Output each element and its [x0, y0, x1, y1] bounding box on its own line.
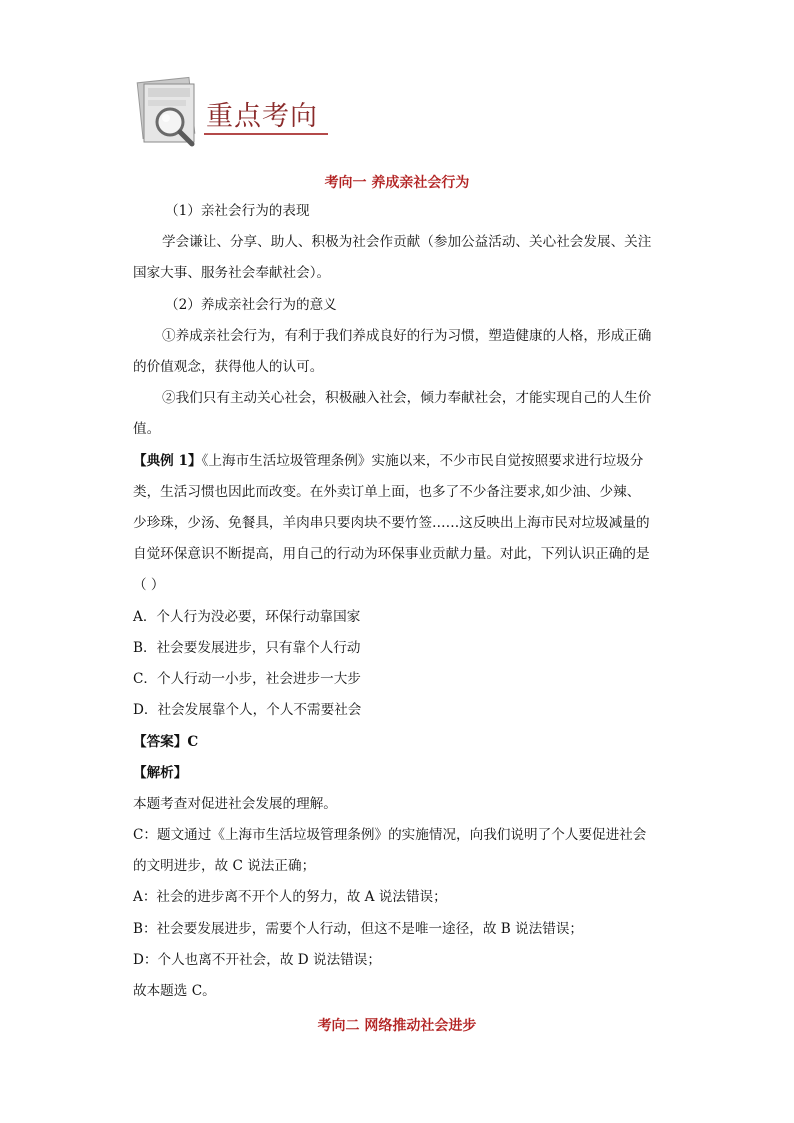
text-line: 国家大事、服务社会奉献社会）。: [133, 265, 331, 281]
analysis-line: D：个人也离不开社会，故 D 说法错误；: [133, 952, 381, 968]
example-line: 自觉环保意识不断提高，用自己的行动为环保事业贡献力量。对此，下列认识正确的是: [133, 546, 650, 562]
badge-underline: [204, 133, 328, 135]
section-title-2: 考向二 网络推动社会进步: [317, 1018, 477, 1034]
text-line: ①养成亲社会行为，有利于我们养成良好的行为习惯，塑造健康的人格，形成正确: [162, 328, 652, 344]
option-c: C．个人行动一小步，社会进步一大步: [133, 671, 361, 687]
analysis-label: 【解析】: [133, 765, 188, 781]
section-title-1: 考向一 养成亲社会行为: [324, 175, 470, 191]
text-line: （1）亲社会行为的表现: [165, 203, 310, 219]
answer-blank: （ ）: [133, 577, 165, 593]
example-line: 类，生活习惯也因此而改变。在外卖订单上面，也多了不少备注要求,如少油、少辣、: [133, 484, 641, 500]
text-line: （2）养成亲社会行为的意义: [165, 297, 337, 313]
example-line: 少珍珠，少汤、免餐具，羊肉串只要肉块不要竹签……这反映出上海市民对垃圾减量的: [133, 515, 650, 531]
analysis-line: 的文明进步，故 C 说法正确；: [133, 858, 316, 874]
analysis-line: B：社会要发展进步，需要个人行动，但这不是唯一途径，故 B 说法错误；: [133, 921, 584, 937]
analysis-line: 故本题选 C。: [133, 983, 216, 999]
option-d: D．社会发展靠个人，个人不需要社会: [133, 702, 362, 718]
text-line: 的价值观念，获得他人的认可。: [133, 359, 324, 375]
analysis-line: C：题文通过《上海市生活垃圾管理条例》的实施情况，向我们说明了个人要促进社会: [133, 827, 647, 843]
option-a: A．个人行为没必要，环保行动靠国家: [133, 609, 361, 625]
analysis-line: 本题考查对促进社会发展的理解。: [133, 796, 337, 812]
example-label: 【典例 1】: [133, 453, 202, 469]
example-text: 《上海市生活垃圾管理条例》实施以来，不少市民自觉按照要求进行垃圾分: [201, 453, 644, 469]
text-line: 值。: [133, 421, 161, 437]
section-header-badge: [134, 76, 334, 152]
text-line: ②我们只有主动关心社会，积极融入社会，倾力奉献社会，才能实现自己的人生价: [162, 390, 652, 406]
option-b: B．社会要发展进步，只有靠个人行动: [133, 640, 361, 656]
text-line: 学会谦让、分享、助人、积极为社会作贡献（参加公益活动、关心社会发展、关注: [162, 234, 652, 250]
example-first-line: [133, 451, 643, 471]
badge-title: 重点考向: [206, 101, 318, 132]
answer-label: 【答案】C: [133, 734, 199, 750]
analysis-line: A：社会的进步离不开个人的努力，故 A 说法错误；: [133, 889, 447, 905]
